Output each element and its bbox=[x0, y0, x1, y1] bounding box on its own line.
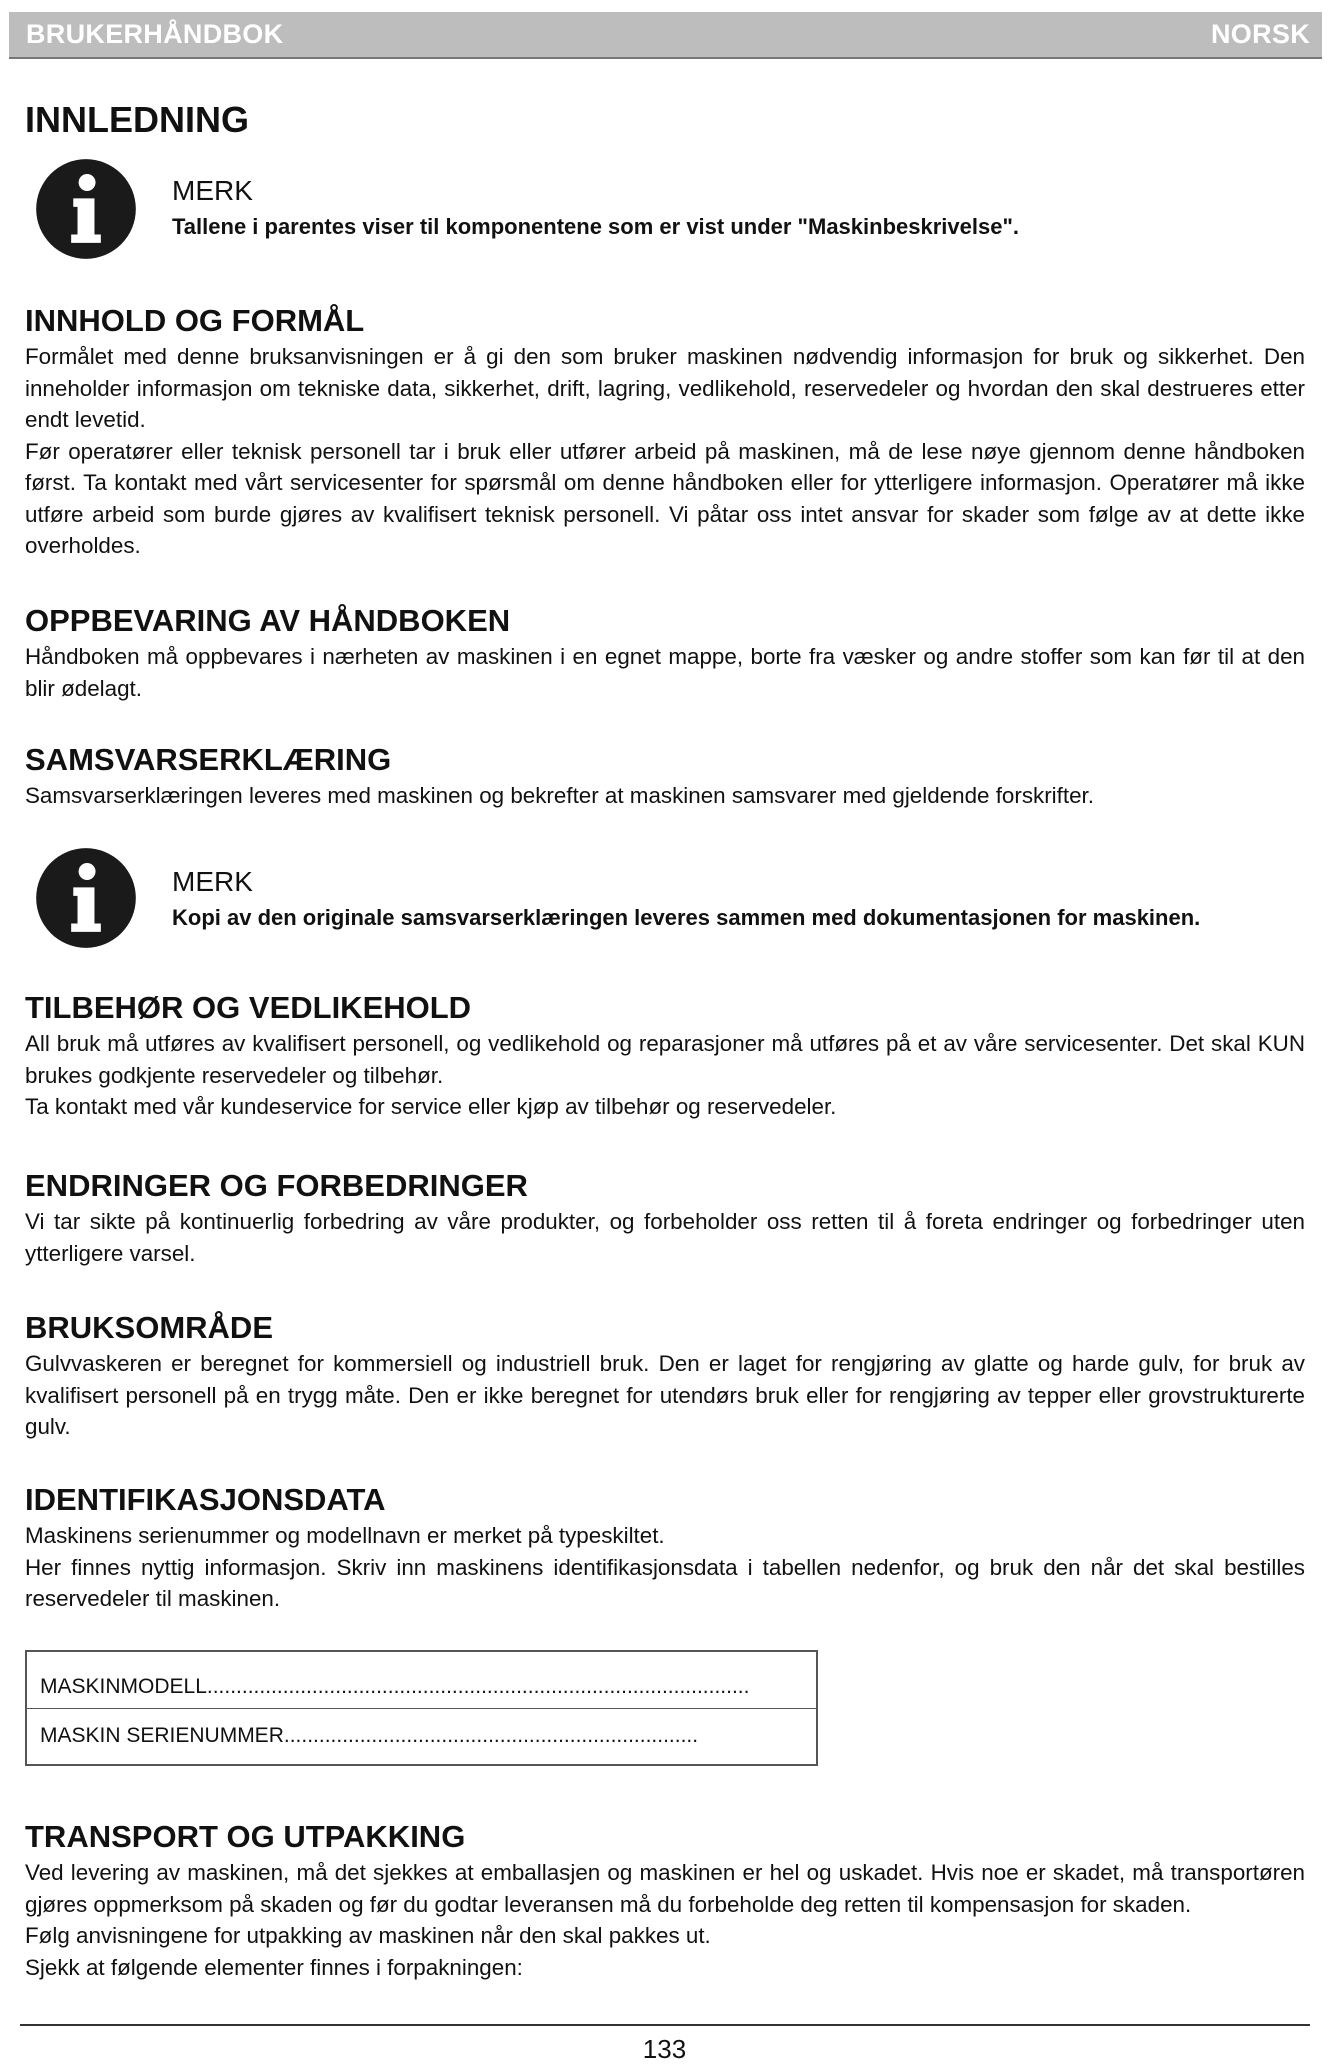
serial-number-field[interactable]: MASKIN SERIENUMMER....................................................................... bbox=[40, 1724, 699, 1747]
note-text: Kopi av den originale samsvarserklæringen leveres sammen med dokumentasjonen for maskinen. bbox=[172, 905, 1201, 930]
info-icon bbox=[33, 845, 139, 951]
paragraph: Før operatører eller teknisk personell tar i bruk eller utfører arbeid på maskinen, må de lese nøye gjennom denne håndboken først. Ta kontakt med vårt servicesenter for spørsmål om denne håndboken eller for ytterligere informasjon. Operatører må ikke utføre arbeid som burde gjøres av kvalifisert teknisk personell. Vi påtar oss intet ansvar for skader som følge av at dette ikke overholdes. bbox=[25, 438, 1305, 558]
paragraph: Følg anvisningene for utpakking av maskinen når den skal pakkes ut. bbox=[25, 1923, 711, 1948]
paragraph: Håndboken må oppbevares i nærheten av maskinen i en egnet mappe, borte fra væsker og andre stoffer som kan før til at den blir ødelagt. bbox=[25, 644, 1305, 701]
note-box bbox=[25, 845, 1305, 955]
paragraph: Her finnes nyttig informasjon. Skriv inn maskinens identifikasjonsdata i tabellen nedenfor, og bruk den når det skal bestilles reservedeler til maskinen. bbox=[25, 1554, 1305, 1611]
paragraph: Sjekk at følgende elementer finnes i forpakningen: bbox=[25, 1954, 523, 1980]
paragraph: Formålet med denne bruksanvisningen er å gi den som bruker maskinen nødvendig informasjon for bruk og sikkerhet. Den inneholder informasjon om tekniske data, sikkerhet, drift, lagring, vedlikehold, reservedeler og hvordan den skal destrueres etter endt levetid. bbox=[25, 344, 1305, 432]
paragraph: Samsvarserklæringen leveres med maskinen og bekrefter at maskinen samsvarer med gjeldende forskrifter. bbox=[25, 783, 1094, 808]
paragraph: Ta kontakt med vår kundeservice for service eller kjøp av tilbehør og reservedeler. bbox=[25, 1094, 837, 1119]
manual-title: BRUKERHÅNDBOK bbox=[26, 19, 284, 49]
machine-model-field[interactable]: MASKINMODELL............................................................................................. bbox=[27, 1652, 816, 1709]
section-endringer bbox=[25, 1166, 1305, 1269]
section-heading: BRUKSOMRÅDE bbox=[25, 1310, 273, 1345]
language-label: NORSK bbox=[1210, 19, 1310, 49]
paragraph: Vi tar sikte på kontinuerlig forbedring av våre produkter, og forbeholder oss retten til å foreta endringer og forbedringer uten ytterligere varsel. bbox=[25, 1209, 1305, 1266]
identification-table bbox=[25, 1650, 818, 1766]
paragraph: Ved levering av maskinen, må det sjekkes at emballasjen og maskinen er hel og uskadet. Hvis noe er skadet, må transportøren gjøres oppmerksom på skaden og før du godtar leveransen må du forbeholde deg retten til kompensasjon for skaden. bbox=[25, 1860, 1305, 1917]
page-title: INNLEDNING bbox=[25, 99, 249, 140]
section-innhold bbox=[25, 301, 1305, 562]
footer-divider bbox=[20, 2024, 1310, 2026]
section-tilbehor bbox=[25, 988, 1305, 1123]
note-box bbox=[25, 156, 1305, 266]
paragraph: Gulvvaskeren er beregnet for kommersiell og industriell bruk. Den er laget for rengjøring av glatte og harde gulv, for bruk av kvalifisert personell på en trygg måte. Den er ikke beregnet for utendørs bruk eller for rengjøring av tepper eller grovstrukturerte gulv. bbox=[25, 1351, 1305, 1439]
section-oppbevaring bbox=[25, 601, 1305, 704]
section-heading: TRANSPORT OG UTPAKKING bbox=[25, 1819, 466, 1854]
section-heading: SAMSVARSERKLÆRING bbox=[25, 742, 392, 777]
section-samsvar bbox=[25, 740, 1305, 812]
section-heading: TILBEHØR OG VEDLIKEHOLD bbox=[25, 990, 472, 1025]
note-title: MERK bbox=[172, 866, 253, 897]
section-heading: OPPBEVARING AV HÅNDBOKEN bbox=[25, 603, 511, 638]
section-transport bbox=[25, 1817, 1305, 1983]
info-icon bbox=[33, 156, 139, 262]
paragraph: Maskinens serienummer og modellnavn er merket på typeskiltet. bbox=[25, 1523, 665, 1548]
note-title: MERK bbox=[172, 175, 253, 206]
paragraph: All bruk må utføres av kvalifisert personell, og vedlikehold og reparasjoner må utføres på et av våre servicesenter. Det skal KUN brukes godkjente reservedeler og tilbehør. bbox=[25, 1031, 1305, 1088]
section-heading: ENDRINGER OG FORBEDRINGER bbox=[25, 1168, 528, 1203]
header-bar bbox=[9, 12, 1322, 59]
section-heading: INNHOLD OG FORMÅL bbox=[25, 303, 365, 338]
page-number: 133 bbox=[642, 2034, 687, 2064]
section-identifikasjon bbox=[25, 1480, 1305, 1615]
section-bruksomrade bbox=[25, 1308, 1305, 1443]
note-text: Tallene i parentes viser til komponentene som er vist under "Maskinbeskrivelse". bbox=[172, 214, 1019, 239]
section-heading: IDENTIFIKASJONSDATA bbox=[25, 1482, 386, 1517]
